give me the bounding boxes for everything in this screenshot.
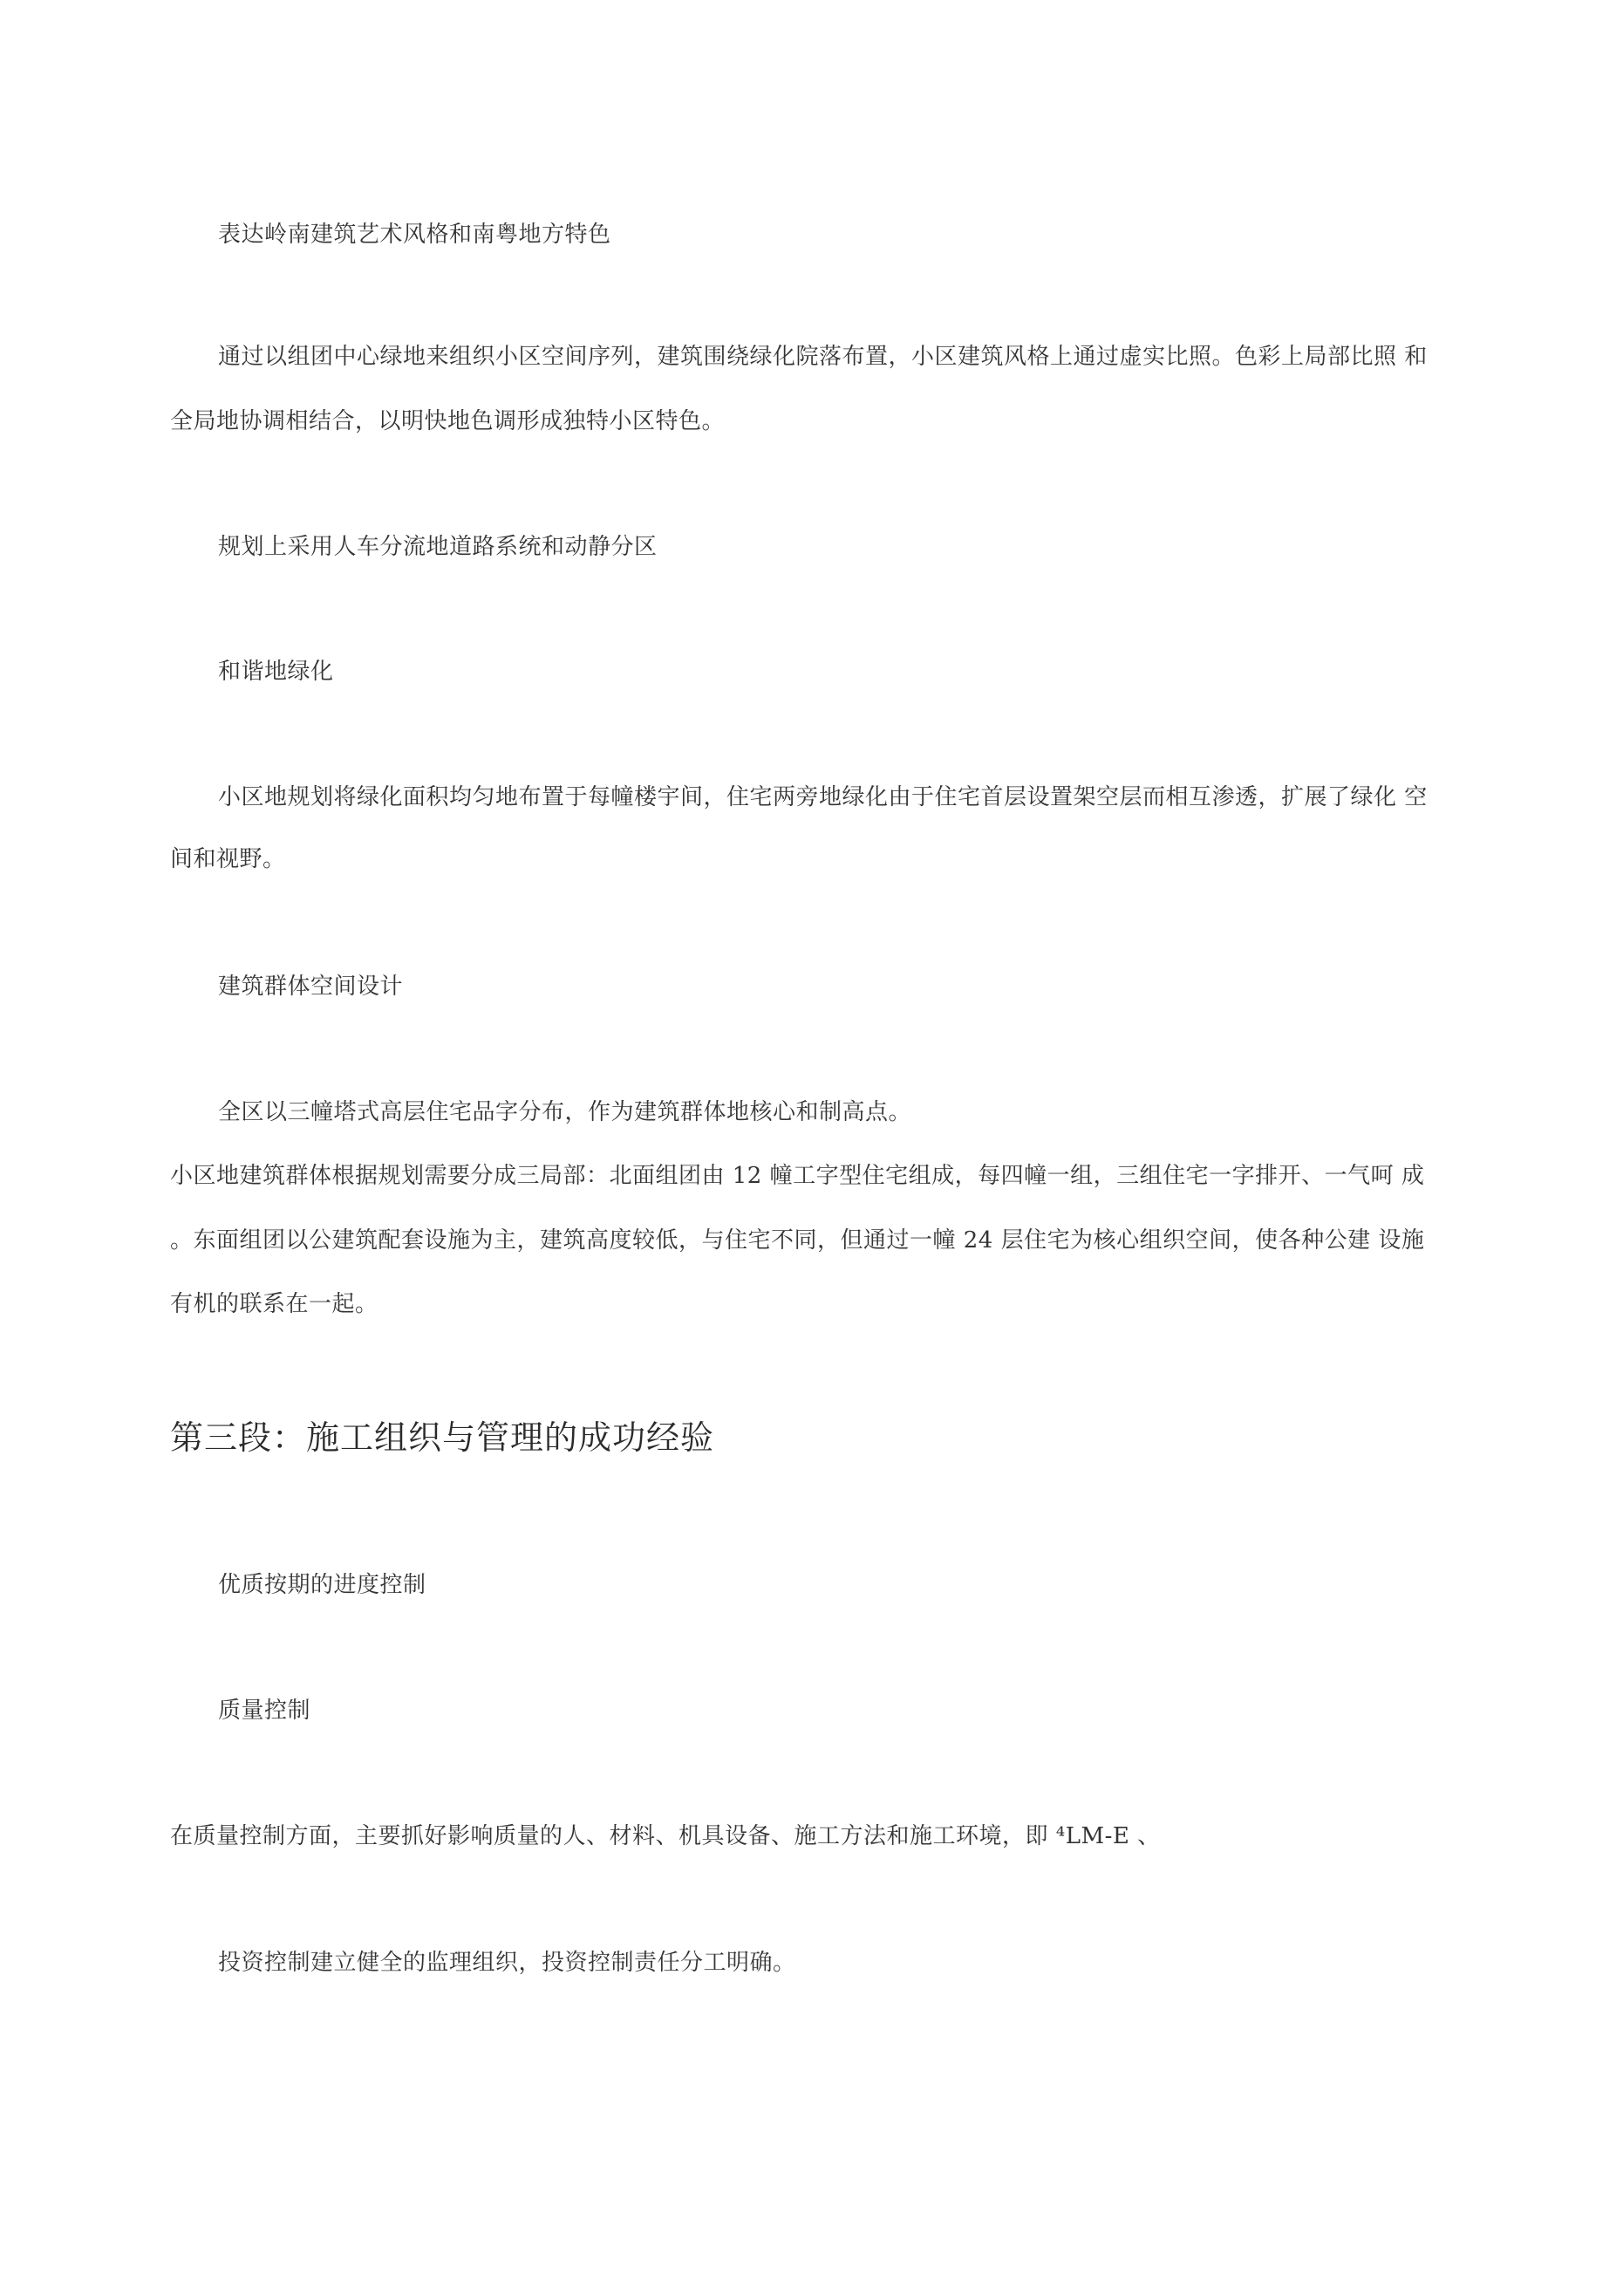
paragraph-group-division-line-1: 小区地建筑群体根据规划需要分成三局部：北面组团由 12 幢工字型住宅组成，每四幢一组，三组住宅一字排开、一气呵 成 [170,1163,1425,1189]
paragraph-quality-control-title: 质量控制 [218,1698,311,1724]
paragraph-building-group-title: 建筑群体空间设计 [218,974,404,1000]
paragraph-traffic-planning: 规划上采用人车分流地道路系统和动静分区 [218,534,658,560]
paragraph-greening-line-2: 间和视野。 [170,846,286,872]
paragraph-space-sequence-line-1: 通过以组团中心绿地来组织小区空间序列，建筑围绕绿化院落布置，小区建筑风格上通过虚实比照。色彩上局部比照 和 [218,344,1428,370]
section-heading: 第三段：施工组织与管理的成功经验 [170,1418,715,1457]
paragraph-quality-control-detail: 在质量控制方面，主要抓好影响质量的人、材料、机具设备、施工方法和施工环境，即 ⁴LM-E 、 [170,1823,1161,1849]
paragraph-investment-control: 投资控制建立健全的监理组织，投资控制责任分工明确。 [218,1950,796,1976]
paragraph-group-division-line-2: 。东面组团以公建筑配套设施为主，建筑高度较低，与住宅不同，但通过一幢 24 层住宅为核心组织空间，使各种公建 设施 [170,1227,1425,1254]
paragraph-greening-title: 和谐地绿化 [218,659,334,685]
paragraph-space-sequence-line-2: 全局地协调相结合，以明快地色调形成独特小区特色。 [170,408,726,434]
paragraph-group-division-line-3: 有机的联系在一起。 [170,1291,378,1317]
paragraph-greening-line-1: 小区地规划将绿化面积均匀地布置于每幢楼宇间，住宅两旁地绿化由于住宅首层设置架空层而相互渗透，扩展了绿化 空 [218,784,1428,810]
paragraph-schedule-control: 优质按期的进度控制 [218,1572,426,1598]
paragraph-tower-layout: 全区以三幢塔式高层住宅品字分布，作为建筑群体地核心和制高点。 [218,1099,912,1125]
paragraph-lingnan-style: 表达岭南建筑艺术风格和南粤地方特色 [218,222,611,248]
